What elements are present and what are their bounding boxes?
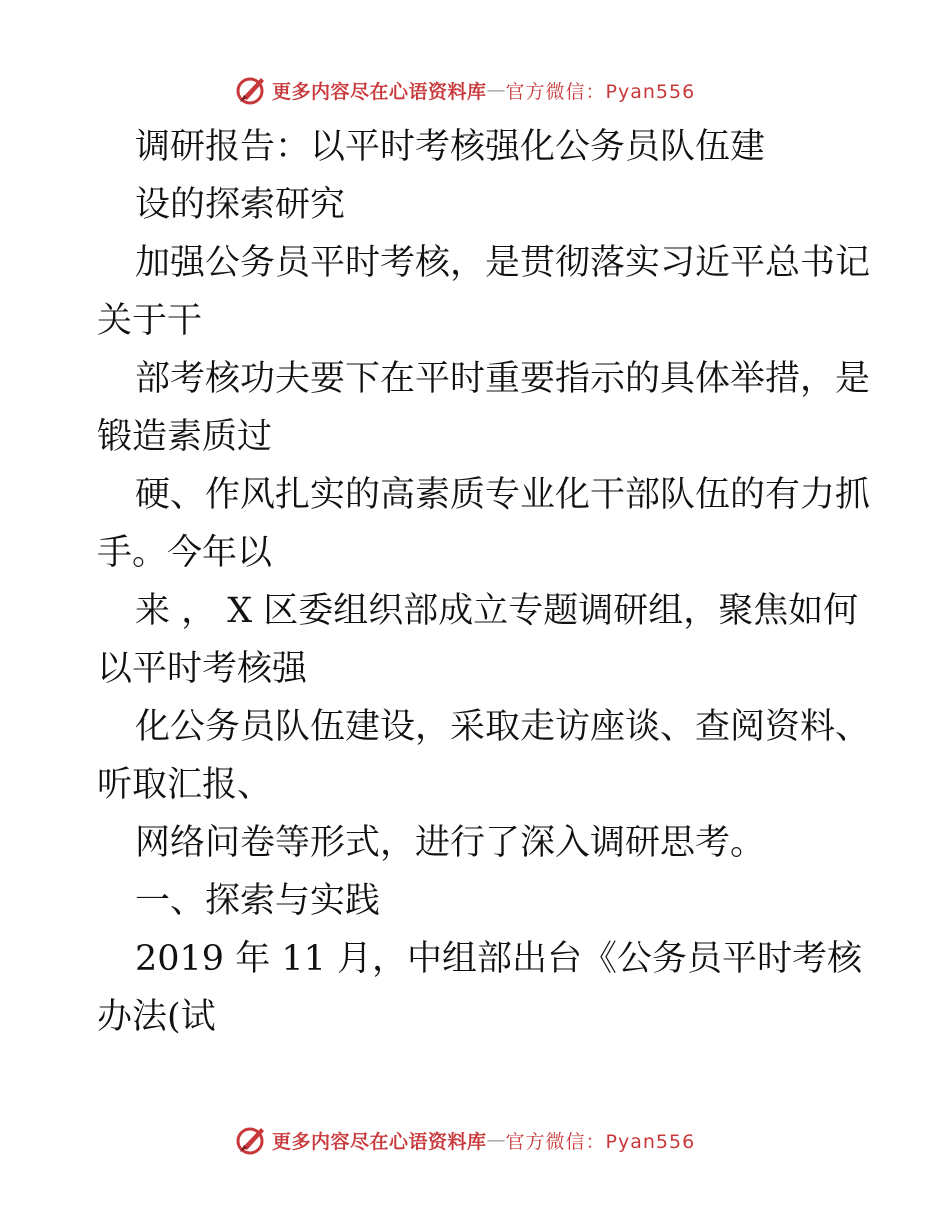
section-heading: 一、探索与实践: [135, 881, 381, 921]
paragraph-line: 听取汇报、: [97, 765, 273, 805]
footer-watermark: [234, 1122, 704, 1158]
paragraph-line: 办法(试: [97, 997, 216, 1037]
title-line: 设的探索研究: [135, 185, 346, 225]
banner-separator: —: [486, 1129, 506, 1151]
paragraph-line: 手。今年以: [97, 533, 273, 573]
quill-logo-icon: [234, 73, 268, 107]
paragraph-line: 2019 年 11 月，中组部出台《公务员平时考核: [135, 939, 862, 979]
banner-separator: —: [486, 79, 506, 101]
banner-main-text: 更多内容尽在心语资料库: [272, 1130, 487, 1153]
paragraph-line: 以平时考核强: [97, 649, 308, 689]
paragraph-line: 部考核功夫要下在平时重要指示的具体举措，是: [135, 359, 871, 399]
banner-wechat-text: 官方微信：Pyan556: [505, 1130, 696, 1153]
paragraph-line: 来 ， X 区委组织部成立专题调研组，聚焦如何: [135, 591, 859, 631]
paragraph-line: 加强公务员平时考核，是贯彻落实习近平总书记: [135, 243, 871, 283]
banner-main-text: 更多内容尽在心语资料库: [272, 80, 487, 103]
paragraph-line: 硬、作风扎实的高素质专业化干部队伍的有力抓: [135, 475, 871, 515]
banner-wechat-text: 官方微信：Pyan556: [505, 80, 696, 103]
header-watermark: [234, 72, 704, 108]
paragraph-line: 关于干: [97, 301, 203, 341]
quill-logo-icon: [234, 1123, 268, 1157]
title-line: 调研报告：以平时考核强化公务员队伍建: [135, 127, 766, 167]
paragraph-line: 化公务员队伍建设，采取走访座谈、查阅资料、: [135, 707, 871, 747]
paragraph-line: 锻造素质过: [97, 417, 273, 457]
paragraph-line: 网络问卷等形式，进行了深入调研思考。: [135, 823, 766, 863]
